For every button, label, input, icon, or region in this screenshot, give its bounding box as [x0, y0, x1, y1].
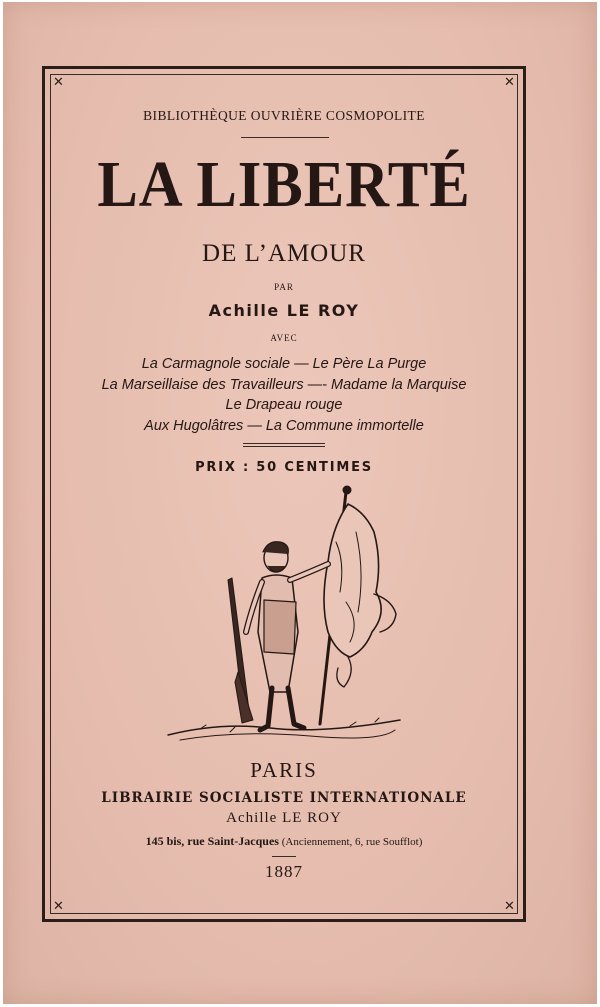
- corner-ornament-icon: ✕: [53, 899, 64, 914]
- author-name: Achille LE ROY: [208, 301, 360, 320]
- address-street: 145 bis, rue Saint-Jacques: [145, 834, 279, 848]
- divider: [243, 446, 325, 447]
- corner-ornament-icon: ✕: [504, 75, 515, 90]
- publisher-name: Achille LE ROY: [226, 810, 342, 826]
- divider: [272, 856, 296, 857]
- worker-with-flag-illustration: [160, 482, 410, 747]
- publication-year: 1887: [265, 862, 303, 881]
- book-subtitle: DE L’AMOUR: [202, 240, 366, 267]
- publisher: LIBRAIRIE SOCIALISTE INTERNATIONALE: [101, 790, 467, 806]
- series-title: BIBLIOTHÈQUE OUVRIÈRE COSMOPOLITE: [143, 108, 425, 123]
- song-line: Le Drapeau rouge: [225, 397, 343, 413]
- corner-ornament-icon: ✕: [53, 75, 64, 90]
- city: PARIS: [250, 758, 318, 782]
- divider: [243, 443, 325, 444]
- price-label: PRIX : 50 CENTIMES: [195, 460, 373, 475]
- song-list: [50, 354, 518, 436]
- with-label: AVEC: [270, 333, 298, 343]
- by-label: PAR: [274, 282, 294, 292]
- publisher-address: [50, 834, 518, 849]
- book-title: LA LIBERTÉ: [97, 148, 471, 221]
- address-note: (Anciennement, 6, rue Soufflot): [281, 836, 423, 848]
- song-line: La Carmagnole sociale — Le Père La Purge: [141, 356, 427, 372]
- divider: [241, 137, 329, 138]
- song-line: Aux Hugolâtres — La Commune immortelle: [144, 417, 424, 434]
- corner-ornament-icon: ✕: [504, 899, 515, 914]
- song-line: La Marseillaise des Travailleurs —- Madame la Marquise: [101, 376, 467, 393]
